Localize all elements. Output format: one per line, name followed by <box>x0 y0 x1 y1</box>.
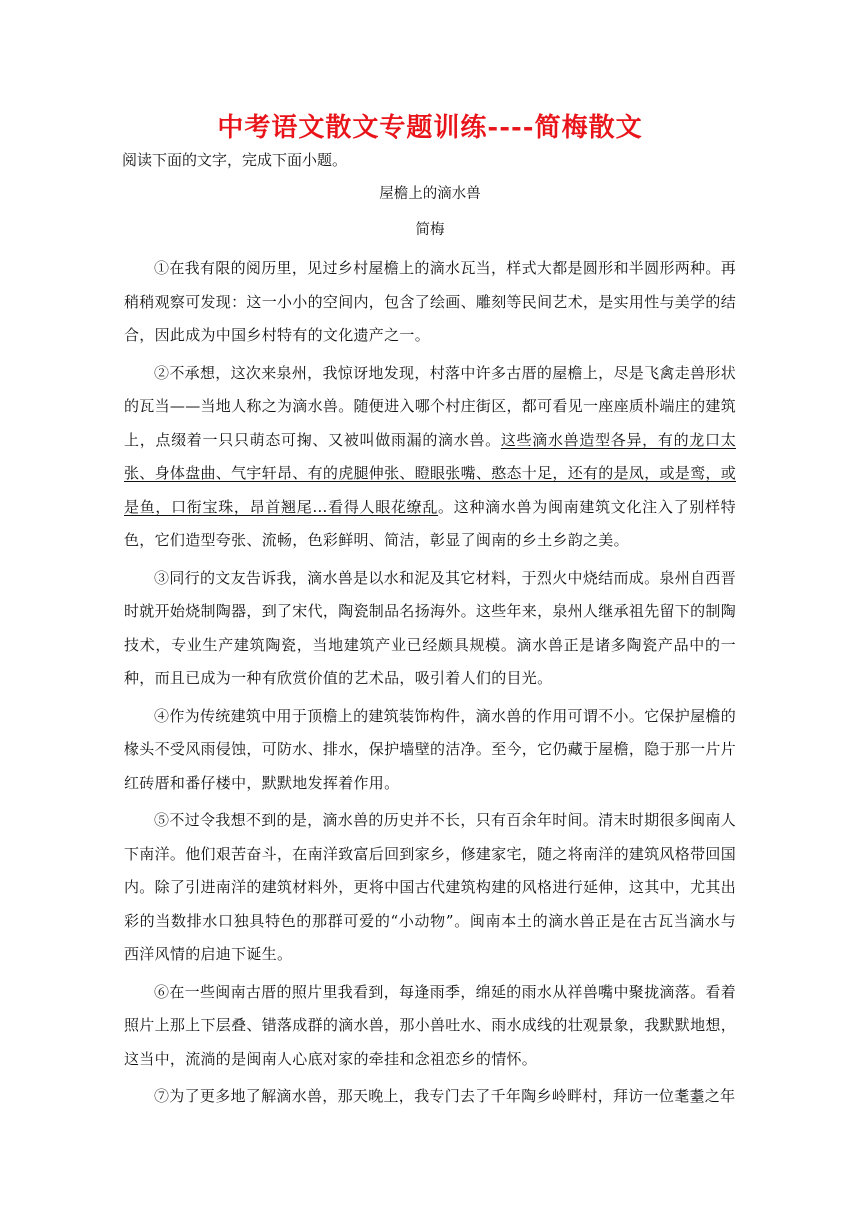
paragraph-2-text-before: ②不承想，这次来泉州，我惊讶地发现，村落中许多古厝的屋檐上，尽是飞禽走兽形状的瓦当——当地人称之为滴水兽。随便进入哪个村庄街区，都可看见一座座质朴端庄的建筑上，点缀着一只只萌态可掬、又被叫做雨漏的滴水兽。 <box>124 363 737 449</box>
paragraph-1: ①在我有限的阅历里，见过乡村屋檐上的滴水瓦当，样式大都是圆形和半圆形两种。再稍稍观察可发现：这一小小的空间内，包含了绘画、雕刻等民间艺术，是实用性与美学的结合，因此成为中国乡村特有的文化遗产之一。 <box>124 259 737 344</box>
paragraph-6: ⑥在一些闽南古厝的照片里我看到，每逢雨季，绵延的雨水从祥兽嘴中聚拢滴落。看着照片上那上下层叠、错落成群的滴水兽，那小兽吐水、雨水成线的壮观景象，我默默地想，这当中，流淌的是闽南人心底对家的牵挂和念祖恋乡的情怀。 <box>124 982 737 1068</box>
paragraph-7: ⑦为了更多地了解滴水兽，那天晚上，我专门去了千年陶乡岭畔村，拜访一位耄耋之年 <box>154 1087 736 1105</box>
paragraph-3: ③同行的文友告诉我，滴水兽是以水和泥及其它材料，于烈火中烧结而成。泉州自西晋时就开始烧制陶器，到了宋代，陶瓷制品名扬海外。这些年来，泉州人继承祖先留下的制陶技术，专业生产建筑陶瓷，当地建筑产业已经颇具规模。滴水兽正是诸多陶瓷产品中的一种，而且已成为一种有欣赏价值的艺术品，吸引着人们的目光。 <box>124 568 737 687</box>
document-page <box>124 108 736 1118</box>
paragraph-4: ④作为传统建筑中用于顶檐上的建筑装饰构件，滴水兽的作用可谓不小。它保护屋檐的椽头不受风雨侵蚀，可防水、排水，保护墙壁的洁净。至今，它仍藏于屋檐，隐于那一片片红砖厝和番仔楼中，默默地发挥着作用。 <box>124 706 737 792</box>
reading-instruction: 阅读下面的文字，完成下面小题。 <box>122 151 348 169</box>
essay-title: 屋檐上的滴水兽 <box>379 186 481 202</box>
paragraph-2-text-after: 。这种滴水兽为闽南建筑文化注入了别样特色，它们造型夸张、流畅，色彩鲜明、简洁，彰显了闽南的乡土乡韵之美。 <box>124 497 736 549</box>
paragraph-5: ⑤不过令我想不到的是，滴水兽的历史并不长，只有百余年时间。清末时期很多闽南人下南洋。他们艰苦奋斗，在南洋致富后回到家乡，修建家宅，随之将南洋的建筑风格带回国内。除了引进南洋的建筑材料外，更将中国古代建筑构建的风格进行延伸，这其中，尤其出彩的当数排水口独具特色的那群可爱的“小动物”。闽南本土的滴水兽正是在古瓦当滴水与西洋风情的启迪下诞生。 <box>124 811 737 963</box>
paragraph-2 <box>124 357 736 558</box>
essay-author: 简梅 <box>415 222 445 238</box>
underlined-sentence: 这些滴水兽造型各异，有的龙口太张、身体盘曲、气宇轩昂、有的虎腿伸张、瞪眼张嘴、憨态十足，还有的是凤，或是鸾，或是鱼，口衔宝珠，昂首翘尾…看得人眼花缭乱 <box>124 430 737 516</box>
document-title: 中考语文散文专题训练----简梅散文 <box>217 113 643 143</box>
